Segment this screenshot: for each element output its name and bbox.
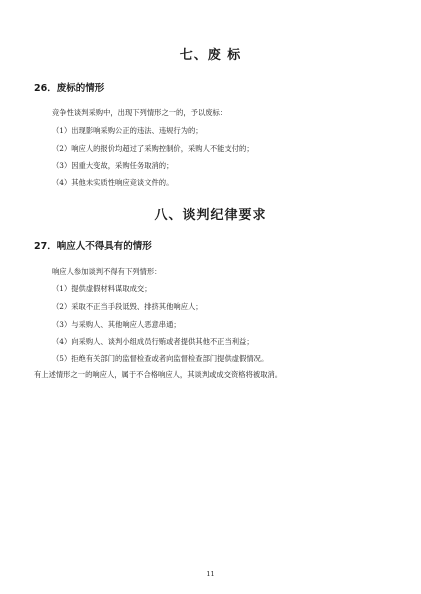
list-item: （3）与采购人、其他响应人恶意串通； bbox=[52, 320, 181, 329]
list-item: （3）因重大变故，采购任务取消的； bbox=[52, 161, 174, 170]
list-item: （5）拒绝有关部门的监督检查或者向监督检查部门提供虚假情况。 bbox=[52, 354, 269, 363]
list-item: （2）响应人的报价均超过了采购控制价，采购人不能支付的； bbox=[52, 144, 254, 153]
subsection-heading-27: 27．响应人不得具有的情形 bbox=[34, 241, 152, 252]
disqualification-note: 有上述情形之一的响应人，属于不合格响应人，其谈判或成交资格将被取消。 bbox=[34, 370, 283, 379]
list-item: （1）出现影响采购公正的违法、违规行为的； bbox=[52, 126, 203, 135]
paragraph-intro-26: 竞争性谈判采购中，出现下列情形之一的，予以废标： bbox=[52, 108, 228, 117]
section-title-8: 八、谈判纪律要求 bbox=[154, 208, 267, 223]
list-item: （4）向采购人、谈判小组成员行贿或者提供其他不正当利益； bbox=[52, 337, 254, 346]
list-item: （4）其他未实质性响应竞谈文件的。 bbox=[52, 178, 174, 187]
paragraph-intro-27: 响应人参加谈判不得有下列情形： bbox=[52, 267, 162, 276]
page-number: 11 bbox=[206, 570, 215, 578]
section-title-7: 七、废 标 bbox=[179, 48, 242, 63]
list-item: （2）采取不正当手段诋毁、排挤其他响应人； bbox=[52, 302, 203, 311]
subsection-heading-26: 26．废标的情形 bbox=[34, 83, 105, 94]
list-item: （1）提供虚假材料谋取成交； bbox=[52, 284, 152, 293]
